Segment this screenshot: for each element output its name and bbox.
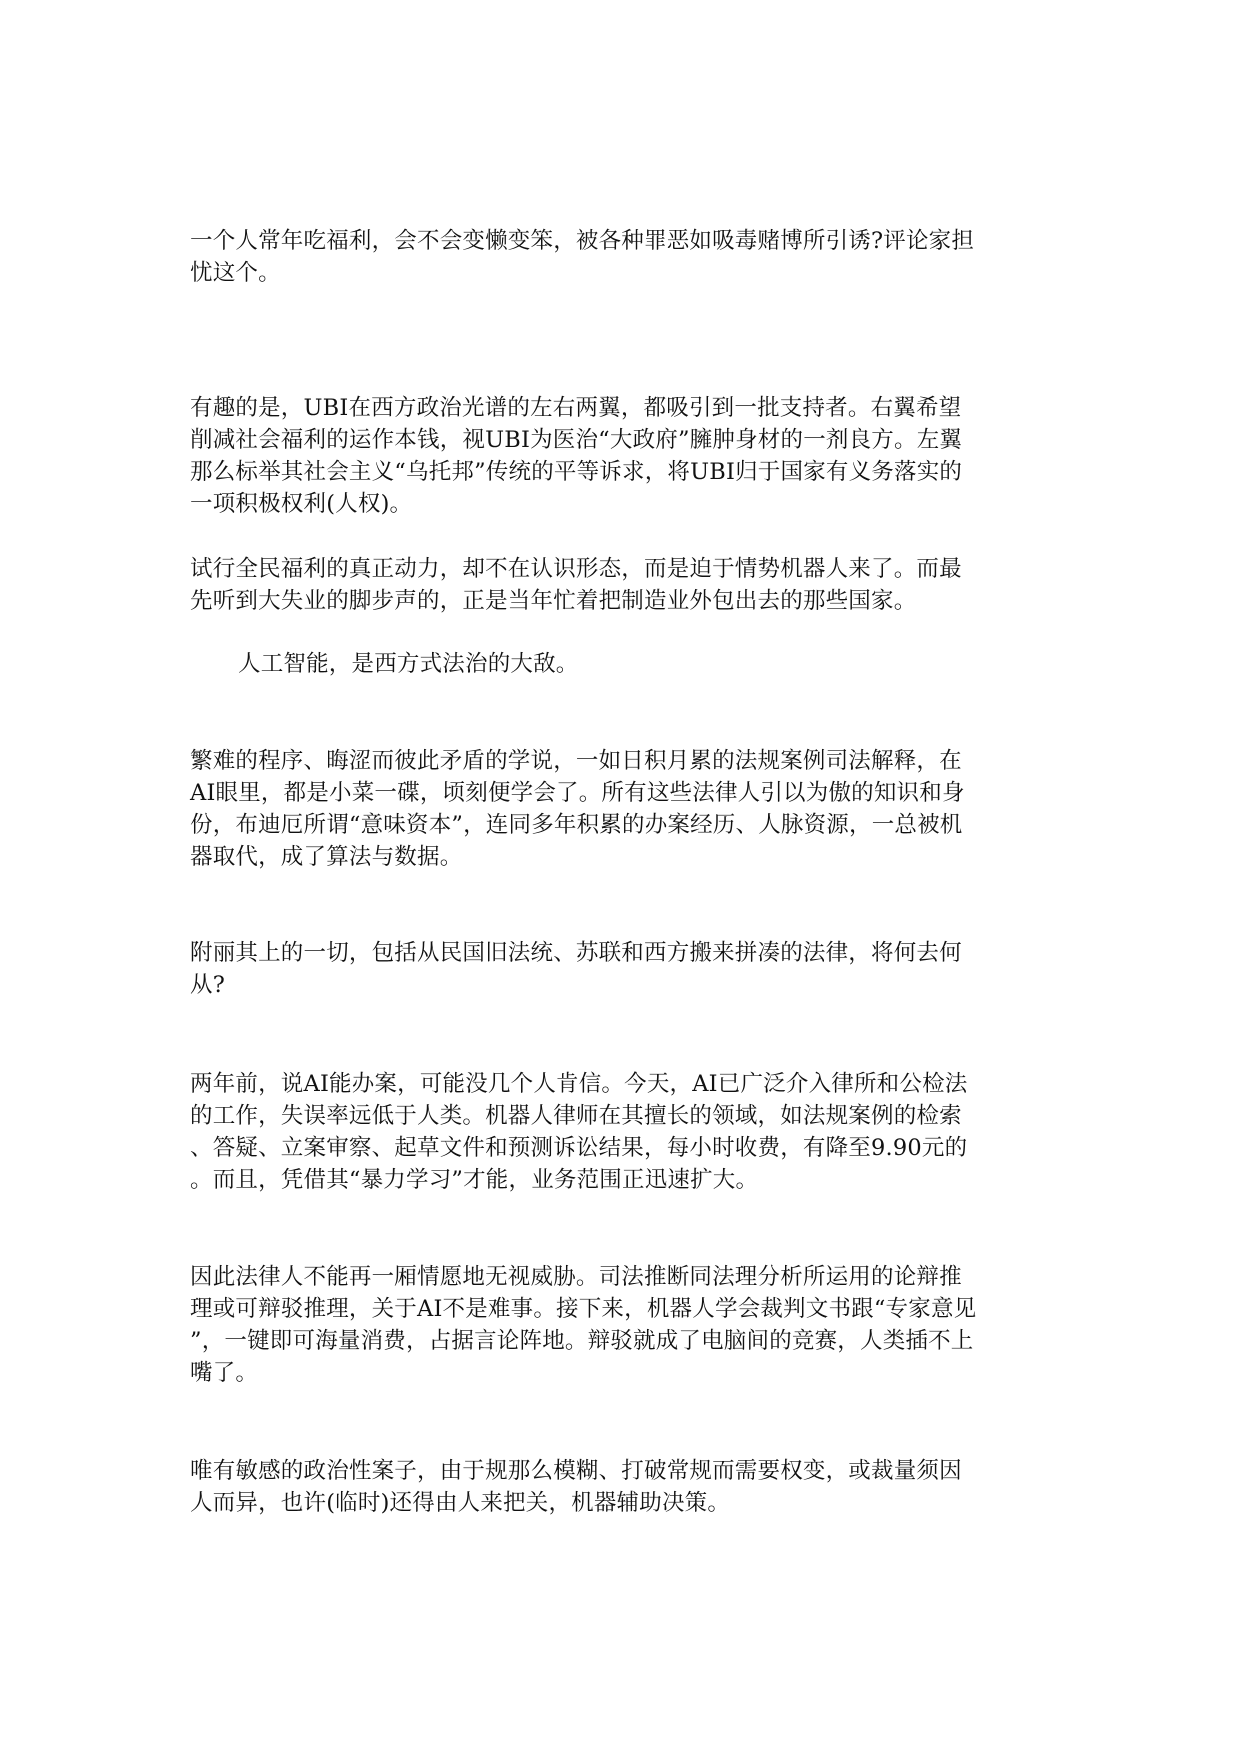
paragraph-line: 有趣的是，UBI在西方政治光谱的左右两翼，都吸引到一批支持者。右翼希望 (190, 395, 962, 421)
paragraph-line: AI眼里，都是小菜一碟，顷刻便学会了。所有这些法律人引以为傲的知识和身 (190, 780, 965, 806)
paragraph-1 (190, 225, 1060, 289)
paragraph-line: 两年前，说AI能办案，可能没几个人肯信。今天，AI已广泛介入律所和公检法 (190, 1071, 968, 1097)
paragraph-line: 忧这个。 (190, 260, 281, 286)
paragraph-line: 附丽其上的一切，包括从民国旧法统、苏联和西方搬来拼凑的法律，将何去何 (190, 940, 962, 966)
paragraph-7 (190, 1068, 1060, 1196)
paragraph-line: 削减社会福利的运作本钱，视UBI为医治“大政府”臃肿身材的一剂良方。左翼 (190, 427, 963, 453)
paragraph-line: 嘴了。 (190, 1360, 259, 1386)
paragraph-3 (190, 553, 1060, 617)
paragraph-line: 的工作，失误率远低于人类。机器人律师在其擅长的领域，如法规案例的检索 (190, 1103, 962, 1129)
paragraph-4 (238, 648, 1108, 680)
paragraph-line: 先听到大失业的脚步声的，正是当年忙着把制造业外包出去的那些国家。 (190, 588, 917, 614)
paragraph-line: 一个人常年吃福利，会不会变懒变笨，被各种罪恶如吸毒赌博所引诱?评论家担 (190, 228, 975, 254)
paragraph-5 (190, 745, 1060, 873)
paragraph-line: 份，布迪厄所谓“意味资本”，连同多年积累的办案经历、人脉资源，一总被机 (190, 812, 963, 838)
paragraph-line: 人工智能，是西方式法治的大敌。 (238, 651, 579, 677)
paragraph-2 (190, 392, 1060, 520)
paragraph-line: 从? (190, 972, 225, 998)
paragraph-line: 一项积极权利(人权)。 (190, 491, 413, 517)
paragraph-line: 人而异，也许(临时)还得由人来把关，机器辅助决策。 (190, 1490, 731, 1516)
paragraph-line: 试行全民福利的真正动力，却不在认识形态，而是迫于情势机器人来了。而最 (190, 556, 962, 582)
paragraph-line: 因此法律人不能再一厢情愿地无视威胁。司法推断同法理分析所运用的论辩推 (190, 1264, 962, 1290)
paragraph-6 (190, 937, 1060, 1001)
paragraph-line: ”，一键即可海量消费，占据言论阵地。辩驳就成了电脑间的竞赛，人类插不上 (190, 1328, 974, 1354)
paragraph-line: 那么标举其社会主义“乌托邦”传统的平等诉求，将UBI归于国家有义务落实的 (190, 459, 963, 485)
paragraph-line: 。而且，凭借其“暴力学习”才能，业务范围正迅速扩大。 (190, 1167, 759, 1193)
paragraph-line: 、答疑、立案审察、起草文件和预测诉讼结果，每小时收费，有降至9.90元的 (190, 1135, 968, 1161)
paragraph-9 (190, 1455, 1060, 1519)
paragraph-8 (190, 1261, 1060, 1389)
paragraph-line: 理或可辩驳推理，关于AI不是难事。接下来，机器人学会裁判文书跟“专家意见 (190, 1296, 977, 1322)
paragraph-line: 唯有敏感的政治性案子，由于规那么模糊、打破常规而需要权变，或裁量须因 (190, 1458, 962, 1484)
paragraph-line: 繁难的程序、晦涩而彼此矛盾的学说，一如日积月累的法规案例司法解释，在 (190, 748, 962, 774)
paragraph-line: 器取代，成了算法与数据。 (190, 844, 463, 870)
